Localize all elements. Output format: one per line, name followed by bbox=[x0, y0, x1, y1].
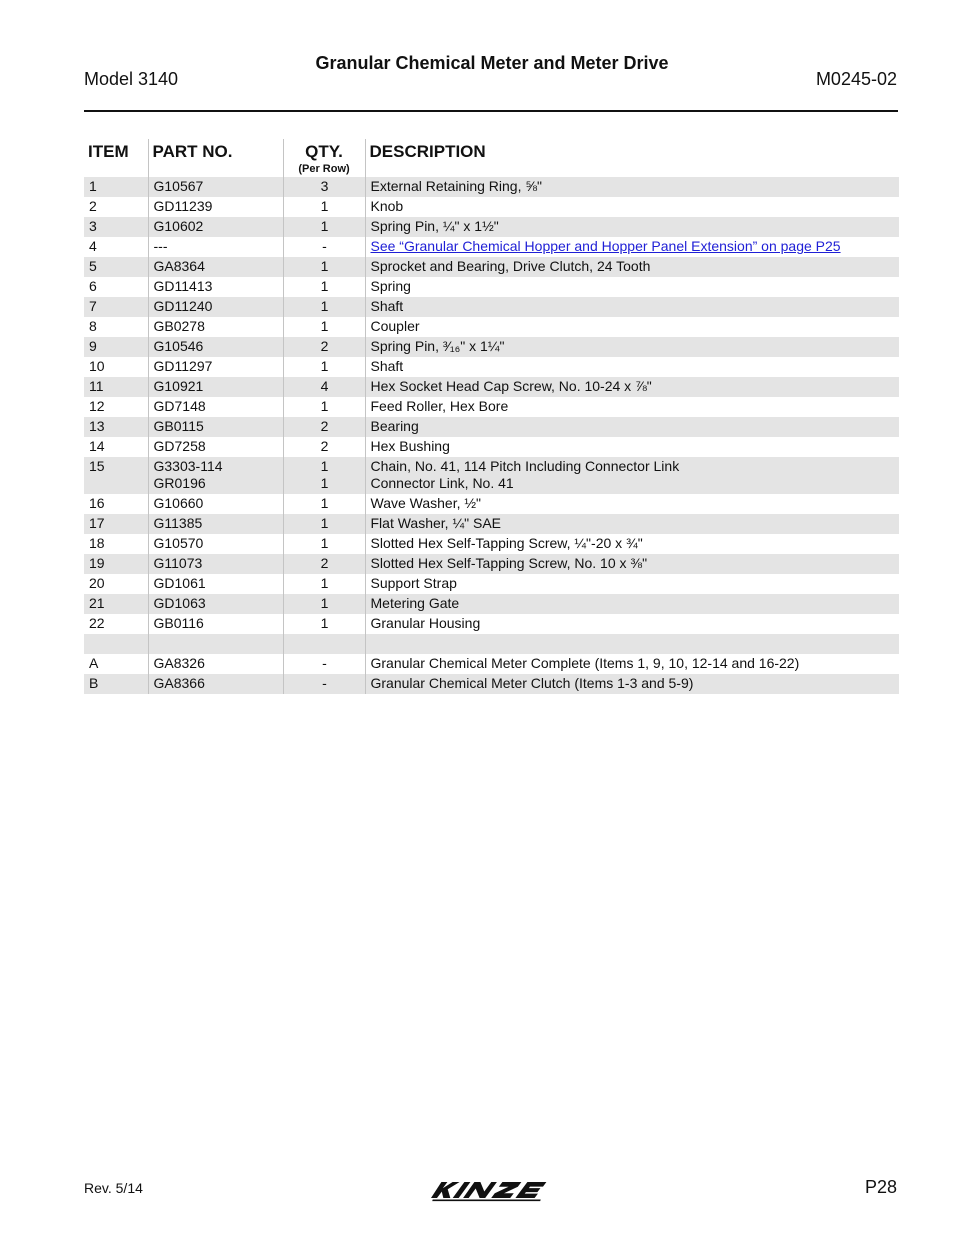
item-cell-text: A bbox=[89, 655, 99, 671]
model-label: Model 3140 bbox=[84, 69, 179, 89]
part-number-cell-text: GA8364 bbox=[153, 258, 205, 274]
item-cell-text: 18 bbox=[89, 535, 105, 551]
item-cell bbox=[84, 534, 148, 554]
table-row bbox=[84, 514, 899, 534]
part-number-cell bbox=[148, 417, 283, 437]
item-cell bbox=[84, 337, 148, 357]
item-cell-text: 19 bbox=[89, 555, 105, 571]
part-number-cell bbox=[148, 257, 283, 277]
item-cell bbox=[84, 297, 148, 317]
part-number-cell-text: GD7258 bbox=[153, 438, 206, 454]
part-number-cell bbox=[148, 654, 283, 674]
description-cell-text: Wave Washer, ½" bbox=[370, 495, 482, 511]
column-header-description: DESCRIPTION bbox=[365, 139, 899, 177]
parts-table-body bbox=[84, 177, 899, 694]
part-number-cell-text: G11385 bbox=[153, 515, 203, 531]
description-cell-text: Sprocket and Bearing, Drive Clutch, 24 Tooth bbox=[370, 258, 651, 274]
table-row bbox=[84, 217, 899, 237]
quantity-sublabel: (Per Row) bbox=[298, 163, 350, 175]
part-number-cell bbox=[148, 337, 283, 357]
description-cell-second-line: Connector Link, No. 41 bbox=[370, 475, 514, 491]
description-cell-text: Shaft bbox=[370, 358, 404, 374]
item-cell-text: 12 bbox=[89, 398, 105, 414]
column-header-quantity bbox=[283, 139, 365, 177]
table-row bbox=[84, 397, 899, 417]
quantity-cell-text: 2 bbox=[320, 338, 329, 354]
item-cell-text: 7 bbox=[89, 298, 97, 314]
description-cell bbox=[365, 357, 899, 377]
table-row bbox=[84, 277, 899, 297]
part-number-cell-text: GB0116 bbox=[153, 615, 204, 631]
description-cell bbox=[365, 534, 899, 554]
part-number-cell-text: GD11297 bbox=[153, 358, 213, 374]
item-cell-text: 9 bbox=[89, 338, 97, 354]
part-number-cell bbox=[148, 554, 283, 574]
parts-table bbox=[84, 139, 899, 694]
part-number-cell-text: GD7148 bbox=[153, 398, 206, 414]
item-cell-text: 21 bbox=[89, 595, 105, 611]
quantity-cell bbox=[283, 337, 365, 357]
description-cell bbox=[365, 237, 899, 257]
quantity-cell bbox=[283, 397, 365, 417]
description-cell-text: Hex Bushing bbox=[370, 438, 450, 454]
part-number-cell-text: GD11240 bbox=[153, 298, 213, 314]
table-row bbox=[84, 257, 899, 277]
quantity-cell-text: 1 bbox=[320, 615, 329, 631]
part-number-cell-text: --- bbox=[153, 238, 168, 254]
item-cell bbox=[84, 654, 148, 674]
table-row bbox=[84, 614, 899, 634]
description-cell bbox=[365, 197, 899, 217]
item-cell-text: 2 bbox=[89, 198, 97, 214]
table-row bbox=[84, 337, 899, 357]
quantity-cell-text: 2 bbox=[320, 555, 329, 571]
description-cell bbox=[365, 457, 899, 494]
quantity-cell-text: 1 bbox=[320, 398, 329, 414]
item-cell bbox=[84, 594, 148, 614]
quantity-cell bbox=[283, 554, 365, 574]
revision-label: Rev. 5/14 bbox=[84, 1180, 143, 1196]
part-number-cell bbox=[148, 177, 283, 197]
part-number-cell-text: GB0115 bbox=[153, 418, 204, 434]
quantity-cell bbox=[283, 217, 365, 237]
item-cell bbox=[84, 554, 148, 574]
item-cell bbox=[84, 494, 148, 514]
description-cell-text: Chain, No. 41, 114 Pitch Including Connector Link bbox=[370, 458, 680, 474]
item-cell bbox=[84, 437, 148, 457]
item-cell bbox=[84, 674, 148, 694]
kinze-logo bbox=[430, 1174, 554, 1206]
description-cell bbox=[365, 554, 899, 574]
item-cell bbox=[84, 237, 148, 257]
item-cell-text: 3 bbox=[89, 218, 97, 234]
quantity-cell-text: - bbox=[322, 238, 327, 254]
description-cell bbox=[365, 277, 899, 297]
part-number-cell-second-line: GR0196 bbox=[153, 475, 206, 491]
description-cell-text: Granular Chemical Meter Complete (Items 1, 9, 10, 12-14 and 16-22) bbox=[370, 655, 800, 671]
quantity-cell bbox=[283, 534, 365, 554]
part-number-cell bbox=[148, 594, 283, 614]
part-number-cell-text: G10602 bbox=[153, 218, 204, 234]
table-row bbox=[84, 317, 899, 337]
quantity-cell-text: 1 bbox=[320, 198, 329, 214]
table-row bbox=[84, 594, 899, 614]
table-row bbox=[84, 674, 899, 694]
part-number-cell bbox=[148, 514, 283, 534]
description-cell bbox=[365, 177, 899, 197]
description-cell-text: Slotted Hex Self-Tapping Screw, ¼"-20 x ¾" bbox=[370, 535, 643, 551]
part-number-cell bbox=[148, 197, 283, 217]
column-header-item: ITEM bbox=[88, 142, 129, 161]
item-cell-text: 14 bbox=[89, 438, 105, 454]
quantity-cell-text: 1 bbox=[320, 515, 329, 531]
table-row bbox=[84, 574, 899, 594]
quantity-cell bbox=[283, 654, 365, 674]
description-cell-text: Hex Socket Head Cap Screw, No. 10-24 x ⅞" bbox=[370, 378, 652, 394]
part-number-cell bbox=[148, 277, 283, 297]
quantity-cell bbox=[283, 317, 365, 337]
quantity-cell bbox=[283, 514, 365, 534]
part-number-cell bbox=[148, 614, 283, 634]
item-cell-text: 10 bbox=[89, 358, 105, 374]
description-cell-text: Bearing bbox=[370, 418, 419, 434]
description-cell bbox=[365, 594, 899, 614]
part-number-cell-text: G10570 bbox=[153, 535, 204, 551]
quantity-cell bbox=[283, 494, 365, 514]
part-number-cell-text: G10921 bbox=[153, 378, 204, 394]
item-cell-text: 17 bbox=[89, 515, 105, 531]
item-cell-text: 22 bbox=[89, 615, 105, 631]
part-number-cell-text: G11073 bbox=[153, 555, 203, 571]
quantity-cell-text: 2 bbox=[320, 418, 329, 434]
part-number-cell-text: GD1063 bbox=[153, 595, 206, 611]
item-cell bbox=[84, 317, 148, 337]
document-number: M0245-02 bbox=[815, 69, 897, 89]
item-cell-text: 4 bbox=[89, 238, 97, 254]
quantity-cell-text: 1 bbox=[320, 495, 329, 511]
item-cell bbox=[84, 377, 148, 397]
item-cell-text: 8 bbox=[89, 318, 97, 334]
part-number-cell bbox=[148, 217, 283, 237]
description-cell bbox=[365, 297, 899, 317]
quantity-cell-text: 1 bbox=[320, 278, 329, 294]
item-cell bbox=[84, 397, 148, 417]
table-spacer-row bbox=[84, 634, 899, 654]
quantity-cell-text: 1 bbox=[320, 535, 329, 551]
item-cell bbox=[84, 574, 148, 594]
description-cell bbox=[365, 634, 899, 654]
quantity-cell-text: 1 bbox=[320, 575, 329, 591]
item-cell bbox=[84, 177, 148, 197]
quantity-cell bbox=[283, 457, 365, 494]
table-row bbox=[84, 297, 899, 317]
part-number-cell-text: GB0278 bbox=[153, 318, 205, 334]
item-cell bbox=[84, 357, 148, 377]
description-cell bbox=[365, 337, 899, 357]
part-number-cell bbox=[148, 377, 283, 397]
table-row bbox=[84, 177, 899, 197]
description-cell bbox=[365, 257, 899, 277]
table-row bbox=[84, 437, 899, 457]
description-cell-text: Granular Housing bbox=[370, 615, 481, 631]
part-number-cell bbox=[148, 457, 283, 494]
quantity-cell bbox=[283, 574, 365, 594]
quantity-cell-second-line: 1 bbox=[320, 475, 329, 491]
item-cell bbox=[84, 217, 148, 237]
item-cell bbox=[84, 514, 148, 534]
quantity-cell bbox=[283, 377, 365, 397]
part-number-cell-text: G10660 bbox=[153, 495, 204, 511]
part-number-cell bbox=[148, 634, 283, 654]
table-row bbox=[84, 237, 899, 257]
table-row bbox=[84, 554, 899, 574]
item-cell-text: 20 bbox=[89, 575, 105, 591]
table-row bbox=[84, 534, 899, 554]
description-cell-text: Spring bbox=[370, 278, 411, 294]
page-number: P28 bbox=[864, 1177, 897, 1197]
quantity-cell-text: 1 bbox=[320, 358, 329, 374]
description-cell bbox=[365, 654, 899, 674]
item-cell-text: B bbox=[89, 675, 99, 691]
part-number-cell-text: GA8366 bbox=[153, 675, 205, 691]
description-cell-text: Flat Washer, ¼" SAE bbox=[370, 515, 501, 531]
quantity-cell-text: 3 bbox=[320, 178, 329, 194]
table-row bbox=[84, 417, 899, 437]
part-number-cell-text: G10567 bbox=[153, 178, 204, 194]
item-cell bbox=[84, 614, 148, 634]
part-number-cell bbox=[148, 574, 283, 594]
description-cell bbox=[365, 514, 899, 534]
quantity-cell-text: 1 bbox=[320, 595, 329, 611]
description-cell-text: Metering Gate bbox=[370, 595, 460, 611]
description-cell bbox=[365, 674, 899, 694]
column-header-part-number: PART NO. bbox=[148, 139, 283, 177]
item-cell bbox=[84, 457, 148, 494]
item-cell bbox=[84, 197, 148, 217]
item-cell bbox=[84, 277, 148, 297]
quantity-cell bbox=[283, 417, 365, 437]
table-header-row bbox=[84, 139, 899, 177]
header-divider bbox=[84, 110, 898, 112]
quantity-cell bbox=[283, 614, 365, 634]
part-number-cell bbox=[148, 437, 283, 457]
quantity-cell bbox=[283, 177, 365, 197]
part-number-cell-text: GD11239 bbox=[153, 198, 213, 214]
quantity-cell bbox=[283, 237, 365, 257]
quantity-cell bbox=[283, 277, 365, 297]
description-cell bbox=[365, 614, 899, 634]
item-cell-text: 6 bbox=[89, 278, 97, 294]
description-cell bbox=[365, 377, 899, 397]
quantity-cell-text: 4 bbox=[320, 378, 329, 394]
description-cell-text: Shaft bbox=[370, 298, 404, 314]
quantity-cell bbox=[283, 297, 365, 317]
description-cell-text: Spring Pin, ³⁄₁₆" x 1¼" bbox=[370, 338, 505, 354]
table-row bbox=[84, 377, 899, 397]
quantity-cell bbox=[283, 197, 365, 217]
part-number-cell bbox=[148, 494, 283, 514]
part-number-cell-text: GD1061 bbox=[153, 575, 206, 591]
part-number-cell-text: GD11413 bbox=[153, 278, 213, 294]
description-cell-text: Coupler bbox=[370, 318, 420, 334]
part-number-cell bbox=[148, 297, 283, 317]
description-cell-text: External Retaining Ring, ⅝" bbox=[370, 178, 543, 194]
quantity-cell bbox=[283, 634, 365, 654]
table-row bbox=[84, 457, 899, 494]
part-number-cell bbox=[148, 317, 283, 337]
table-row bbox=[84, 654, 899, 674]
description-cell-text: Slotted Hex Self-Tapping Screw, No. 10 x ⅜" bbox=[370, 555, 648, 571]
quantity-cell-text: - bbox=[322, 655, 327, 671]
part-number-cell bbox=[148, 357, 283, 377]
item-cell bbox=[84, 257, 148, 277]
description-cell bbox=[365, 494, 899, 514]
item-cell-text: 13 bbox=[89, 418, 105, 434]
quantity-cell bbox=[283, 257, 365, 277]
cross-reference-link[interactable]: See “Granular Chemical Hopper and Hopper Panel Extension” on page P25 bbox=[370, 238, 841, 254]
part-number-cell bbox=[148, 674, 283, 694]
description-cell bbox=[365, 397, 899, 417]
item-cell bbox=[84, 634, 148, 654]
description-cell bbox=[365, 317, 899, 337]
part-number-cell-text: G3303-114 bbox=[153, 458, 223, 474]
description-cell-text: Feed Roller, Hex Bore bbox=[370, 398, 509, 414]
item-cell-text: 16 bbox=[89, 495, 105, 511]
quantity-cell-text: 1 bbox=[320, 298, 329, 314]
description-cell bbox=[365, 574, 899, 594]
quantity-cell-text: 2 bbox=[320, 438, 329, 454]
part-number-cell bbox=[148, 237, 283, 257]
description-cell-text: Spring Pin, ¼" x 1½" bbox=[370, 218, 499, 234]
description-cell bbox=[365, 417, 899, 437]
part-number-cell bbox=[148, 397, 283, 417]
description-cell bbox=[365, 217, 899, 237]
table-row bbox=[84, 197, 899, 217]
page-title: Granular Chemical Meter and Meter Drive bbox=[315, 53, 669, 73]
quantity-cell bbox=[283, 594, 365, 614]
part-number-cell bbox=[148, 534, 283, 554]
quantity-cell bbox=[283, 674, 365, 694]
quantity-cell-text: 1 bbox=[320, 318, 329, 334]
item-cell-text: 5 bbox=[89, 258, 97, 274]
quantity-cell-text: 1 bbox=[320, 258, 329, 274]
quantity-cell-text: - bbox=[322, 675, 327, 691]
description-cell-text: Support Strap bbox=[370, 575, 457, 591]
part-number-cell-text: GA8326 bbox=[153, 655, 205, 671]
quantity-label: QTY. bbox=[305, 142, 343, 161]
item-cell-text: 11 bbox=[89, 378, 104, 394]
description-cell-text: Knob bbox=[370, 198, 404, 214]
item-cell bbox=[84, 417, 148, 437]
part-number-cell-text: G10546 bbox=[153, 338, 204, 354]
item-cell-text: 1 bbox=[89, 178, 97, 194]
quantity-cell-text: 1 bbox=[320, 458, 329, 474]
description-cell bbox=[365, 437, 899, 457]
table-row bbox=[84, 357, 899, 377]
table-row bbox=[84, 494, 899, 514]
quantity-cell-text: 1 bbox=[320, 218, 329, 234]
quantity-cell bbox=[283, 357, 365, 377]
item-cell-text: 15 bbox=[89, 458, 105, 474]
description-cell-text: Granular Chemical Meter Clutch (Items 1-3 and 5-9) bbox=[370, 675, 694, 691]
quantity-cell bbox=[283, 437, 365, 457]
